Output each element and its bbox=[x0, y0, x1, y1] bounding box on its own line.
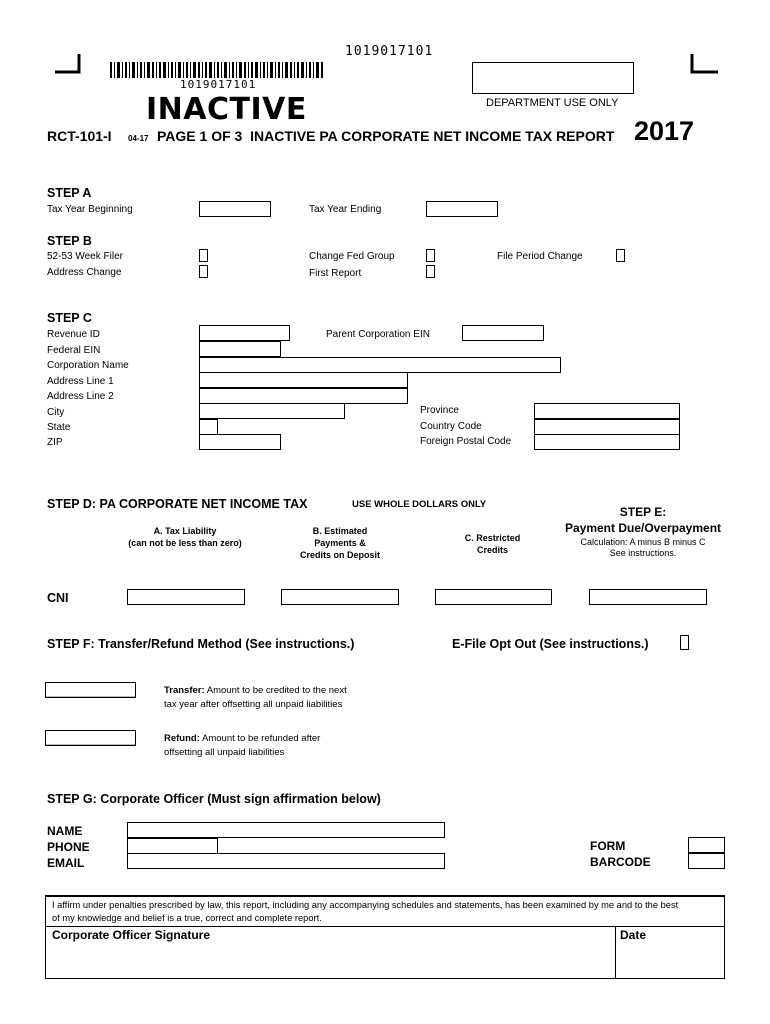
parent-ein-field[interactable] bbox=[462, 325, 544, 341]
step-d-heading: STEP D: PA CORPORATE NET INCOME TAX bbox=[47, 497, 308, 511]
change-fed-group-label: Change Fed Group bbox=[309, 251, 395, 262]
col-a-line2: (can not be less than zero) bbox=[128, 538, 242, 548]
step-e-subheading: Payment Due/Overpayment bbox=[564, 521, 722, 535]
tax-year-ending-label: Tax Year Ending bbox=[309, 204, 382, 215]
form-revision: 04-17 bbox=[128, 134, 149, 143]
affirmation-line-2: of my knowledge and belief is a true, correct and complete report. bbox=[52, 913, 322, 923]
form-barcode-box-top bbox=[688, 837, 725, 853]
step-e-heading: STEP E: bbox=[619, 505, 667, 519]
transfer-amount-field[interactable] bbox=[45, 682, 136, 698]
form-id: RCT-101-I bbox=[47, 128, 112, 144]
form-barcode-box-bottom bbox=[688, 853, 725, 869]
step-e-calc: Calculation: A minus B minus C bbox=[580, 537, 706, 547]
date-label: Date bbox=[620, 928, 647, 942]
col-c-header bbox=[430, 532, 555, 556]
tax-year-beginning-field[interactable] bbox=[199, 201, 271, 217]
col-b-line3: Credits on Deposit bbox=[299, 550, 380, 560]
top-left-corner-mark bbox=[55, 54, 81, 68]
refund-description bbox=[164, 732, 320, 760]
restricted-credits-field[interactable] bbox=[435, 589, 552, 605]
tax-year-beginning-label: Tax Year Beginning bbox=[47, 204, 133, 215]
date-field[interactable] bbox=[616, 943, 724, 978]
country-code-label: Country Code bbox=[420, 421, 482, 432]
barcode-label: BARCODE bbox=[590, 855, 651, 869]
transfer-description bbox=[164, 684, 347, 712]
payment-due-field[interactable] bbox=[589, 589, 707, 605]
signature-label: Corporate Officer Signature bbox=[52, 928, 211, 942]
state-label: State bbox=[47, 422, 71, 433]
efile-opt-out-checkbox[interactable] bbox=[680, 635, 689, 650]
col-c-line2: Credits bbox=[476, 545, 508, 555]
step-g-heading: STEP G: Corporate Officer (Must sign affirmation below) bbox=[47, 792, 381, 806]
province-field[interactable] bbox=[534, 403, 680, 419]
revenue-id-field[interactable] bbox=[199, 325, 290, 341]
corporation-name-field[interactable] bbox=[199, 357, 561, 373]
barcode-image bbox=[110, 62, 325, 78]
step-b-heading: STEP B bbox=[47, 234, 92, 248]
step-a-heading: STEP A bbox=[47, 186, 92, 200]
state-field[interactable] bbox=[199, 419, 218, 435]
col-b-line1: B. Estimated bbox=[312, 526, 368, 536]
col-b-line2: Payments & bbox=[314, 538, 366, 548]
tax-liability-field[interactable] bbox=[127, 589, 245, 605]
corporation-name-label: Corporation Name bbox=[47, 360, 129, 371]
barcode-number-top: 1019017101 bbox=[345, 44, 434, 59]
address-line-1-label: Address Line 1 bbox=[47, 376, 114, 387]
step-e-see: See instructions. bbox=[609, 548, 677, 558]
week-filer-label: 52-53 Week Filer bbox=[47, 251, 123, 262]
federal-ein-field[interactable] bbox=[199, 341, 281, 357]
refund-text-1: Amount to be refunded after bbox=[199, 733, 321, 744]
address-line-2-field[interactable] bbox=[199, 388, 408, 404]
province-label: Province bbox=[420, 405, 459, 416]
revenue-id-label: Revenue ID bbox=[47, 329, 100, 340]
zip-field[interactable] bbox=[199, 434, 281, 450]
foreign-postal-code-field[interactable] bbox=[534, 434, 680, 450]
col-a-header bbox=[110, 525, 260, 549]
transfer-bold-label: Transfer: bbox=[164, 685, 205, 696]
col-a-line1: A. Tax Liability bbox=[153, 526, 217, 536]
parent-ein-label: Parent Corporation EIN bbox=[326, 329, 430, 340]
department-use-box bbox=[472, 62, 634, 94]
step-c-heading: STEP C bbox=[47, 311, 92, 325]
step-f-heading: STEP F: Transfer/Refund Method (See instructions.) bbox=[47, 637, 355, 651]
email-label: EMAIL bbox=[47, 856, 85, 870]
affirmation-text bbox=[52, 899, 678, 925]
top-right-corner-mark bbox=[690, 54, 716, 68]
phone-label: PHONE bbox=[47, 840, 90, 854]
file-period-change-label: File Period Change bbox=[497, 251, 583, 262]
change-fed-group-checkbox[interactable] bbox=[426, 249, 435, 262]
country-code-field[interactable] bbox=[534, 419, 680, 435]
efile-opt-out-label: E-File Opt Out (See instructions.) bbox=[452, 637, 649, 651]
affirmation-box bbox=[45, 895, 725, 979]
inactive-status: INACTIVE bbox=[146, 92, 307, 127]
address-change-label: Address Change bbox=[47, 267, 122, 278]
refund-amount-field[interactable] bbox=[45, 730, 136, 746]
city-label: City bbox=[47, 407, 65, 418]
email-field[interactable] bbox=[127, 853, 445, 869]
affirmation-line-1: I affirm under penalties prescribed by law, this report, including any accompanying schedules and statements, has been examined by me and to the best bbox=[52, 900, 679, 910]
cni-label: CNI bbox=[47, 591, 69, 605]
signature-divider bbox=[46, 926, 724, 927]
barcode-number-bottom: 1019017101 bbox=[180, 78, 257, 91]
name-label: NAME bbox=[47, 824, 83, 838]
first-report-checkbox[interactable] bbox=[426, 265, 435, 278]
signature-field[interactable] bbox=[46, 943, 614, 978]
tax-year: 2017 bbox=[634, 116, 695, 146]
step-e-header bbox=[560, 504, 726, 559]
col-b-header bbox=[270, 525, 410, 561]
address-change-checkbox[interactable] bbox=[199, 265, 208, 278]
foreign-postal-code-label: Foreign Postal Code bbox=[420, 436, 512, 447]
first-report-label: First Report bbox=[309, 268, 362, 279]
federal-ein-label: Federal EIN bbox=[47, 345, 101, 356]
refund-text-2: offsetting all unpaid liabilities bbox=[164, 747, 285, 758]
form-title: PAGE 1 OF 3 INACTIVE PA CORPORATE NET INCOME TAX REPORT bbox=[157, 128, 615, 144]
phone-field[interactable] bbox=[127, 838, 218, 854]
address-line-2-label: Address Line 2 bbox=[47, 391, 114, 402]
tax-year-ending-field[interactable] bbox=[426, 201, 498, 217]
transfer-text-2: tax year after offsetting all unpaid liabilities bbox=[164, 699, 343, 710]
address-line-1-field[interactable] bbox=[199, 372, 408, 388]
refund-bold-label: Refund: bbox=[164, 733, 200, 744]
col-c-line1: C. Restricted bbox=[464, 533, 521, 543]
week-filer-checkbox[interactable] bbox=[199, 249, 208, 262]
form-label: FORM bbox=[590, 839, 626, 853]
transfer-text-1: Amount to be credited to the next bbox=[204, 685, 347, 696]
whole-dollars-note: USE WHOLE DOLLARS ONLY bbox=[352, 499, 487, 510]
file-period-change-checkbox[interactable] bbox=[616, 249, 625, 262]
city-field[interactable] bbox=[199, 403, 345, 419]
department-use-label: DEPARTMENT USE ONLY bbox=[486, 97, 619, 109]
estimated-payments-field[interactable] bbox=[281, 589, 399, 605]
name-field[interactable] bbox=[127, 822, 445, 838]
zip-label: ZIP bbox=[47, 437, 63, 448]
